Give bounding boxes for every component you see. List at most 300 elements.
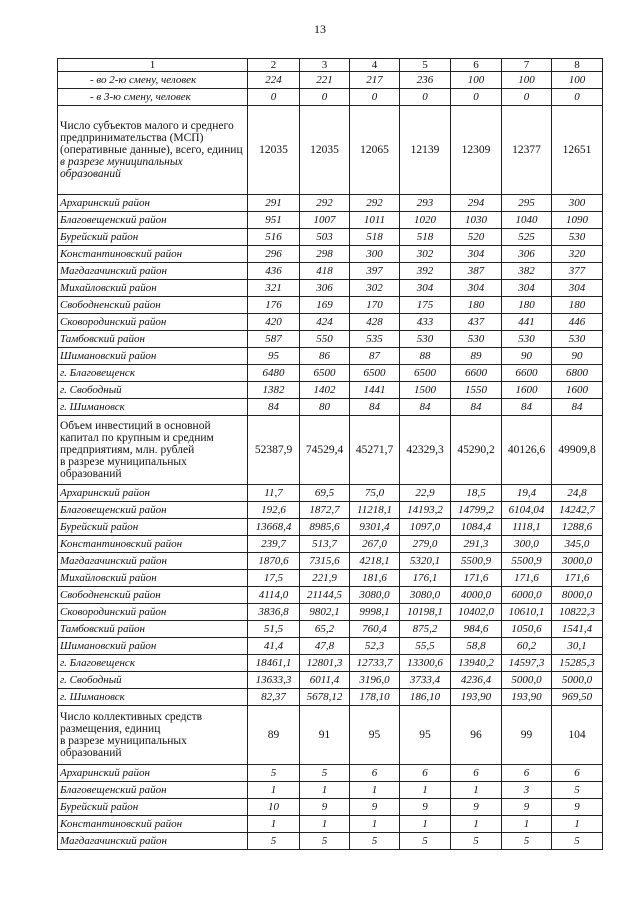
row-label-text: Сковородинский район xyxy=(60,606,167,618)
row-label-text: Бурейский район xyxy=(60,801,139,813)
value-cell: 535 xyxy=(350,331,400,348)
value-cell: 12139 xyxy=(400,106,451,195)
value-cell: 1441 xyxy=(350,382,400,399)
row-label xyxy=(58,212,248,229)
row-label-text: Объем инвестиций в основной капитал по крупным и средним предприятиям, млн. рублей xyxy=(60,420,214,456)
value-cell: 1541,4 xyxy=(552,621,603,638)
table-row xyxy=(58,816,603,833)
value-cell: 91 xyxy=(300,706,350,765)
value-cell: 5500,9 xyxy=(502,553,552,570)
value-cell: 424 xyxy=(300,314,350,331)
value-cell: 520 xyxy=(451,229,502,246)
value-cell: 1870,6 xyxy=(248,553,300,570)
value-cell: 3080,0 xyxy=(400,587,451,604)
row-label xyxy=(58,72,248,89)
table-row xyxy=(58,706,603,765)
value-cell: 10610,1 xyxy=(502,604,552,621)
value-cell: 550 xyxy=(300,331,350,348)
value-cell: 24,8 xyxy=(552,485,603,502)
value-cell: 14799,2 xyxy=(451,502,502,519)
value-cell: 5000,0 xyxy=(552,672,603,689)
value-cell: 6011,4 xyxy=(300,672,350,689)
value-cell: 1007 xyxy=(300,212,350,229)
value-cell: 9 xyxy=(300,799,350,816)
value-cell: 5500,9 xyxy=(451,553,502,570)
value-cell: 6 xyxy=(552,765,603,782)
row-label xyxy=(58,782,248,799)
value-cell: 178,10 xyxy=(350,689,400,706)
value-cell: 18,5 xyxy=(451,485,502,502)
value-cell: 428 xyxy=(350,314,400,331)
value-cell: 14242,7 xyxy=(552,502,603,519)
value-cell: 1 xyxy=(502,816,552,833)
value-cell: 180 xyxy=(502,297,552,314)
value-cell: 1 xyxy=(552,816,603,833)
table-row xyxy=(58,365,603,382)
value-cell: 84 xyxy=(502,399,552,416)
value-cell: 12065 xyxy=(350,106,400,195)
value-cell: 193,90 xyxy=(502,689,552,706)
value-cell: 392 xyxy=(400,263,451,280)
value-cell: 80 xyxy=(300,399,350,416)
value-cell: 1 xyxy=(300,816,350,833)
row-label xyxy=(58,519,248,536)
row-label-text: Бурейский район xyxy=(60,521,139,533)
value-cell: 1550 xyxy=(451,382,502,399)
value-cell: 12733,7 xyxy=(350,655,400,672)
value-cell: 42329,3 xyxy=(400,416,451,485)
value-cell: 52387,9 xyxy=(248,416,300,485)
value-cell: 55,5 xyxy=(400,638,451,655)
row-label-text: Архаринский район xyxy=(60,487,150,499)
value-cell: 304 xyxy=(552,280,603,297)
row-label xyxy=(58,502,248,519)
value-cell: 320 xyxy=(552,246,603,263)
value-cell: 293 xyxy=(400,195,451,212)
value-cell: 6500 xyxy=(350,365,400,382)
value-cell: 760,4 xyxy=(350,621,400,638)
table-row xyxy=(58,604,603,621)
row-label-text: Магдагачинский район xyxy=(60,265,167,277)
row-label xyxy=(58,672,248,689)
value-cell: 12035 xyxy=(300,106,350,195)
value-cell: 171,6 xyxy=(451,570,502,587)
value-cell: 193,90 xyxy=(451,689,502,706)
table-row xyxy=(58,331,603,348)
value-cell: 1 xyxy=(350,816,400,833)
row-label-text: Тамбовский район xyxy=(60,623,145,635)
value-cell: 433 xyxy=(400,314,451,331)
row-label-text: Михайловский район xyxy=(60,282,157,294)
value-cell: 5 xyxy=(552,833,603,850)
column-number-cell: 7 xyxy=(502,59,552,72)
column-number-cell: 6 xyxy=(451,59,502,72)
value-cell: 3 xyxy=(502,782,552,799)
value-cell: 530 xyxy=(451,331,502,348)
value-cell: 1 xyxy=(248,816,300,833)
row-label xyxy=(58,799,248,816)
value-cell: 1 xyxy=(248,782,300,799)
value-cell: 176 xyxy=(248,297,300,314)
value-cell: 5678,12 xyxy=(300,689,350,706)
value-cell: 15285,3 xyxy=(552,655,603,672)
value-cell: 4236,4 xyxy=(451,672,502,689)
row-label xyxy=(58,89,248,106)
row-label xyxy=(58,314,248,331)
value-cell: 58,8 xyxy=(451,638,502,655)
table-row xyxy=(58,553,603,570)
value-cell: 100 xyxy=(552,72,603,89)
value-cell: 0 xyxy=(350,89,400,106)
row-label xyxy=(58,246,248,263)
value-cell: 84 xyxy=(350,399,400,416)
row-label-text: - во 2-ю смену, человек xyxy=(90,74,197,86)
row-label xyxy=(58,399,248,416)
row-sublabel: в разрезе муниципальных образований xyxy=(60,735,187,759)
row-label-text: Свободненский район xyxy=(60,299,161,311)
table-row xyxy=(58,502,603,519)
value-cell: 5 xyxy=(350,833,400,850)
value-cell: 6500 xyxy=(400,365,451,382)
value-cell: 9 xyxy=(552,799,603,816)
value-cell: 99 xyxy=(502,706,552,765)
row-label-text: Шимановский район xyxy=(60,640,157,652)
value-cell: 13940,2 xyxy=(451,655,502,672)
table-row xyxy=(58,263,603,280)
row-label xyxy=(58,587,248,604)
column-number-cell: 1 xyxy=(58,59,248,72)
value-cell: 236 xyxy=(400,72,451,89)
table-row xyxy=(58,672,603,689)
value-cell: 52,3 xyxy=(350,638,400,655)
value-cell: 90 xyxy=(552,348,603,365)
value-cell: 90 xyxy=(502,348,552,365)
value-cell: 181,6 xyxy=(350,570,400,587)
value-cell: 4114,0 xyxy=(248,587,300,604)
value-cell: 180 xyxy=(552,297,603,314)
table-row xyxy=(58,246,603,263)
value-cell: 5 xyxy=(502,833,552,850)
row-label xyxy=(58,655,248,672)
value-cell: 3080,0 xyxy=(350,587,400,604)
value-cell: 298 xyxy=(300,246,350,263)
value-cell: 291,3 xyxy=(451,536,502,553)
row-label-text: Благовещенский район xyxy=(60,504,167,516)
value-cell: 296 xyxy=(248,246,300,263)
value-cell: 14597,3 xyxy=(502,655,552,672)
value-cell: 984,6 xyxy=(451,621,502,638)
value-cell: 1288,6 xyxy=(552,519,603,536)
value-cell: 45290,2 xyxy=(451,416,502,485)
value-cell: 0 xyxy=(400,89,451,106)
row-label-text: Константиновский район xyxy=(60,818,183,830)
value-cell: 5320,1 xyxy=(400,553,451,570)
value-cell: 306 xyxy=(502,246,552,263)
column-number-cell: 4 xyxy=(350,59,400,72)
value-cell: 6 xyxy=(400,765,451,782)
row-label-text: г. Свободный xyxy=(60,384,122,396)
value-cell: 170 xyxy=(350,297,400,314)
table-row xyxy=(58,416,603,485)
value-cell: 530 xyxy=(400,331,451,348)
table-row xyxy=(58,570,603,587)
value-cell: 12035 xyxy=(248,106,300,195)
value-cell: 3000,0 xyxy=(552,553,603,570)
value-cell: 13300,6 xyxy=(400,655,451,672)
row-label xyxy=(58,765,248,782)
row-label xyxy=(58,382,248,399)
value-cell: 5 xyxy=(248,833,300,850)
value-cell: 1872,7 xyxy=(300,502,350,519)
row-label-text: г. Шимановск xyxy=(60,691,125,703)
value-cell: 530 xyxy=(552,229,603,246)
value-cell: 0 xyxy=(451,89,502,106)
value-cell: 6800 xyxy=(552,365,603,382)
value-cell: 1097,0 xyxy=(400,519,451,536)
value-cell: 84 xyxy=(451,399,502,416)
value-cell: 10822,3 xyxy=(552,604,603,621)
value-cell: 40126,6 xyxy=(502,416,552,485)
value-cell: 6600 xyxy=(451,365,502,382)
value-cell: 6104,04 xyxy=(502,502,552,519)
value-cell: 9 xyxy=(451,799,502,816)
value-cell: 5 xyxy=(300,833,350,850)
row-label xyxy=(58,706,248,765)
table-row xyxy=(58,212,603,229)
value-cell: 86 xyxy=(300,348,350,365)
value-cell: 6 xyxy=(502,765,552,782)
value-cell: 18461,1 xyxy=(248,655,300,672)
table-row xyxy=(58,382,603,399)
value-cell: 84 xyxy=(248,399,300,416)
value-cell: 10198,1 xyxy=(400,604,451,621)
value-cell: 175 xyxy=(400,297,451,314)
value-cell: 1050,6 xyxy=(502,621,552,638)
value-cell: 12309 xyxy=(451,106,502,195)
value-cell: 9301,4 xyxy=(350,519,400,536)
value-cell: 11218,1 xyxy=(350,502,400,519)
value-cell: 518 xyxy=(400,229,451,246)
value-cell: 8985,6 xyxy=(300,519,350,536)
table-row xyxy=(58,314,603,331)
value-cell: 300,0 xyxy=(502,536,552,553)
row-label xyxy=(58,365,248,382)
value-cell: 5 xyxy=(400,833,451,850)
value-cell: 969,50 xyxy=(552,689,603,706)
table-row xyxy=(58,280,603,297)
value-cell: 3836,8 xyxy=(248,604,300,621)
row-label xyxy=(58,229,248,246)
row-label xyxy=(58,348,248,365)
value-cell: 304 xyxy=(451,246,502,263)
value-cell: 292 xyxy=(350,195,400,212)
value-cell: 5 xyxy=(248,765,300,782)
row-label-text: г. Свободный xyxy=(60,674,122,686)
value-cell: 306 xyxy=(300,280,350,297)
value-cell: 446 xyxy=(552,314,603,331)
value-cell: 292 xyxy=(300,195,350,212)
value-cell: 387 xyxy=(451,263,502,280)
value-cell: 1600 xyxy=(552,382,603,399)
row-label xyxy=(58,604,248,621)
value-cell: 0 xyxy=(300,89,350,106)
value-cell: 65,2 xyxy=(300,621,350,638)
row-label-text: Шимановский район xyxy=(60,350,157,362)
value-cell: 436 xyxy=(248,263,300,280)
value-cell: 875,2 xyxy=(400,621,451,638)
value-cell: 304 xyxy=(400,280,451,297)
row-label-text: Тамбовский район xyxy=(60,333,145,345)
value-cell: 397 xyxy=(350,263,400,280)
value-cell: 75,0 xyxy=(350,485,400,502)
row-label-text: Магдагачинский район xyxy=(60,835,167,847)
value-cell: 1382 xyxy=(248,382,300,399)
row-label-text: Свободненский район xyxy=(60,589,161,601)
value-cell: 1 xyxy=(400,816,451,833)
value-cell: 587 xyxy=(248,331,300,348)
row-label xyxy=(58,263,248,280)
value-cell: 5 xyxy=(552,782,603,799)
value-cell: 180 xyxy=(451,297,502,314)
row-label xyxy=(58,638,248,655)
value-cell: 300 xyxy=(350,246,400,263)
row-label xyxy=(58,297,248,314)
value-cell: 13633,3 xyxy=(248,672,300,689)
value-cell: 1 xyxy=(451,816,502,833)
value-cell: 0 xyxy=(552,89,603,106)
table-row xyxy=(58,72,603,89)
table-row xyxy=(58,297,603,314)
value-cell: 1040 xyxy=(502,212,552,229)
row-label-text: Архаринский район xyxy=(60,197,150,209)
table-row xyxy=(58,833,603,850)
value-cell: 171,6 xyxy=(552,570,603,587)
value-cell: 4218,1 xyxy=(350,553,400,570)
value-cell: 5 xyxy=(451,833,502,850)
value-cell: 47,8 xyxy=(300,638,350,655)
value-cell: 89 xyxy=(451,348,502,365)
value-cell: 14193,2 xyxy=(400,502,451,519)
row-label-text: Константиновский район xyxy=(60,538,183,550)
value-cell: 224 xyxy=(248,72,300,89)
value-cell: 22,9 xyxy=(400,485,451,502)
value-cell: 84 xyxy=(400,399,451,416)
value-cell: 1500 xyxy=(400,382,451,399)
value-cell: 3733,4 xyxy=(400,672,451,689)
table-row xyxy=(58,106,603,195)
table-row xyxy=(58,782,603,799)
value-cell: 437 xyxy=(451,314,502,331)
value-cell: 951 xyxy=(248,212,300,229)
column-number-cell: 5 xyxy=(400,59,451,72)
column-number-cell: 8 xyxy=(552,59,603,72)
table-row xyxy=(58,195,603,212)
row-sublabel: в разрезе муниципальных образований xyxy=(60,456,187,480)
value-cell: 1020 xyxy=(400,212,451,229)
value-cell: 420 xyxy=(248,314,300,331)
value-cell: 4000,0 xyxy=(451,587,502,604)
value-cell: 104 xyxy=(552,706,603,765)
value-cell: 1 xyxy=(400,782,451,799)
value-cell: 530 xyxy=(502,331,552,348)
value-cell: 6480 xyxy=(248,365,300,382)
row-label xyxy=(58,280,248,297)
table-row xyxy=(58,638,603,655)
value-cell: 74529,4 xyxy=(300,416,350,485)
value-cell: 513,7 xyxy=(300,536,350,553)
row-label-text: Магдагачинский район xyxy=(60,555,167,567)
statistics-table xyxy=(57,58,603,850)
value-cell: 6000,0 xyxy=(502,587,552,604)
value-cell: 503 xyxy=(300,229,350,246)
value-cell: 1030 xyxy=(451,212,502,229)
value-cell: 95 xyxy=(350,706,400,765)
value-cell: 21144,5 xyxy=(300,587,350,604)
row-label-text: Архаринский район xyxy=(60,767,150,779)
value-cell: 176,1 xyxy=(400,570,451,587)
table-row xyxy=(58,621,603,638)
row-label xyxy=(58,195,248,212)
value-cell: 89 xyxy=(248,706,300,765)
value-cell: 12377 xyxy=(502,106,552,195)
value-cell: 0 xyxy=(248,89,300,106)
value-cell: 304 xyxy=(451,280,502,297)
row-label xyxy=(58,416,248,485)
value-cell: 0 xyxy=(502,89,552,106)
row-sublabel: в разрезе муниципальных образований xyxy=(60,156,183,180)
value-cell: 6 xyxy=(451,765,502,782)
table-row xyxy=(58,689,603,706)
value-cell: 5000,0 xyxy=(502,672,552,689)
value-cell: 302 xyxy=(350,280,400,297)
value-cell: 321 xyxy=(248,280,300,297)
row-label-text: Сковородинский район xyxy=(60,316,167,328)
value-cell: 295 xyxy=(502,195,552,212)
value-cell: 49909,8 xyxy=(552,416,603,485)
value-cell: 96 xyxy=(451,706,502,765)
value-cell: 192,6 xyxy=(248,502,300,519)
value-cell: 516 xyxy=(248,229,300,246)
value-cell: 267,0 xyxy=(350,536,400,553)
value-cell: 17,5 xyxy=(248,570,300,587)
value-cell: 382 xyxy=(502,263,552,280)
value-cell: 221,9 xyxy=(300,570,350,587)
value-cell: 9998,1 xyxy=(350,604,400,621)
value-cell: 291 xyxy=(248,195,300,212)
table-row xyxy=(58,536,603,553)
row-label-text: г. Благовещенск xyxy=(60,367,135,379)
row-label xyxy=(58,106,248,195)
value-cell: 100 xyxy=(451,72,502,89)
value-cell: 6500 xyxy=(300,365,350,382)
table-row xyxy=(58,89,603,106)
value-cell: 100 xyxy=(502,72,552,89)
column-number-row xyxy=(58,59,603,72)
table-row xyxy=(58,799,603,816)
row-label xyxy=(58,689,248,706)
row-label-text: Михайловский район xyxy=(60,572,157,584)
row-label xyxy=(58,570,248,587)
value-cell: 69,5 xyxy=(300,485,350,502)
value-cell: 1600 xyxy=(502,382,552,399)
value-cell: 60,2 xyxy=(502,638,552,655)
value-cell: 13668,4 xyxy=(248,519,300,536)
value-cell: 171,6 xyxy=(502,570,552,587)
value-cell: 5 xyxy=(300,765,350,782)
value-cell: 82,37 xyxy=(248,689,300,706)
value-cell: 186,10 xyxy=(400,689,451,706)
value-cell: 518 xyxy=(350,229,400,246)
